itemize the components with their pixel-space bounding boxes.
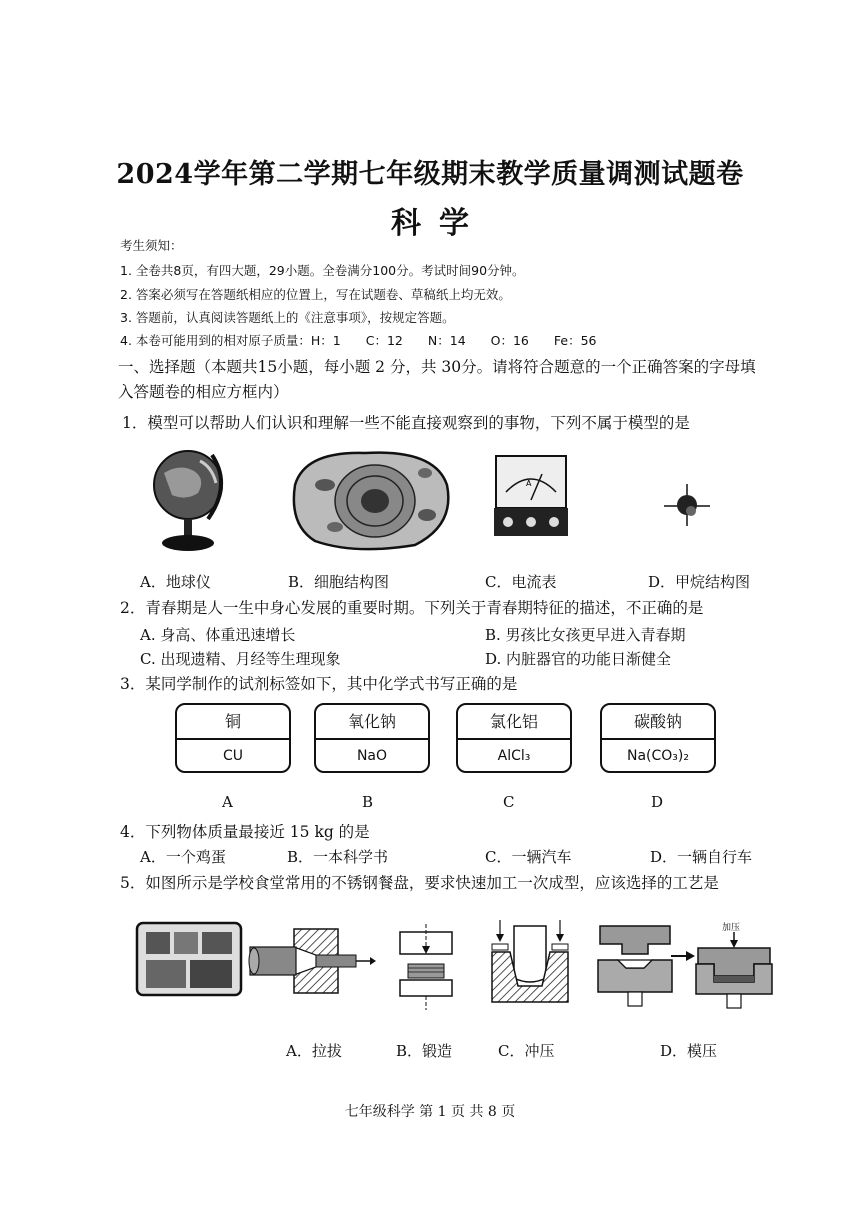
reagent-name: 铜 [177, 705, 289, 740]
q5-option-a: A．拉拔 [286, 1042, 342, 1060]
q2-option-a: A. 身高、体重迅速增长 [140, 626, 296, 644]
section-heading-cont: 入答题卷的相应方框内） [118, 383, 289, 401]
reagent-label-b [314, 703, 430, 773]
question-3-stem: 3．某同学制作的试剂标签如下，其中化学式书写正确的是 [120, 675, 518, 693]
press-label: 加压 [722, 923, 741, 933]
notice-item: 4. 本卷可能用到的相对原子质量：H：1 C：12 N：14 O：16 Fe：56 [120, 333, 597, 348]
drawing-process-diagram [246, 925, 380, 997]
molding-process-diagram-2 [694, 930, 774, 1010]
reagent-name: 氧化钠 [316, 705, 428, 740]
q1-option-d: D．甲烷结构图 [648, 573, 751, 591]
reagent-name: 氯化铝 [458, 705, 570, 740]
q5-option-c: C．冲压 [498, 1042, 555, 1060]
label-letter-b: B [362, 793, 374, 811]
subject-title: 科学 [391, 206, 487, 241]
q4-option-a: A．一个鸡蛋 [140, 848, 226, 866]
reagent-formula: NaO [356, 748, 388, 764]
steel-tray-image [134, 920, 244, 998]
reagent-label-c [456, 703, 572, 773]
ammeter-image [492, 452, 570, 552]
forging-process-diagram [394, 922, 458, 1012]
q4-option-c: C．一辆汽车 [485, 848, 572, 866]
reagent-label-a [175, 703, 291, 773]
methane-model-image [662, 482, 712, 528]
arrow-icon [670, 950, 696, 962]
q1-option-b: B．细胞结构图 [288, 573, 390, 591]
q2-option-d: D. 内脏器官的功能日渐健全 [485, 650, 672, 668]
q2-option-c: C. 出现遗精、月经等生理现象 [140, 650, 341, 668]
q5-option-b: B．锻造 [396, 1042, 453, 1060]
question-2-stem: 2．青春期是人一生中身心发展的重要时期。下列关于青春期特征的描述，不正确的是 [120, 599, 704, 617]
globe-image [150, 443, 230, 553]
notice-item: 2. 答案必须写在答题纸相应的位置上，写在试题卷、草稿纸上均无效。 [120, 287, 511, 302]
stamping-process-diagram [490, 916, 570, 1004]
q1-option-a: A．地球仪 [140, 573, 211, 591]
question-1-stem: 1．模型可以帮助人们认识和理解一些不能直接观察到的事物，下列不属于模型的是 [122, 414, 690, 432]
reagent-formula: Na(CO₃)₂ [627, 748, 689, 764]
notice-item: 1. 全卷共8页，有四大题，29小题。全卷满分100分。考试时间90分钟。 [120, 263, 525, 278]
exam-title: 2024学年第二学期七年级期末教学质量调测试题卷 [116, 159, 744, 190]
label-letter-d: D [651, 793, 664, 811]
svg-text:A: A [526, 479, 532, 488]
reagent-formula: CU [222, 748, 244, 764]
label-letter-a: A [222, 793, 233, 811]
question-4-stem: 4．下列物体质量最接近 15 kg 的是 [120, 823, 370, 841]
reagent-name: 碳酸钠 [602, 705, 714, 740]
q1-option-c: C．电流表 [485, 573, 557, 591]
q4-option-b: B．一本科学书 [287, 848, 389, 866]
question-5-stem: 5．如图所示是学校食堂常用的不锈钢餐盘，要求快速加工一次成型，应该选择的工艺是 [120, 874, 719, 892]
section-heading: 一、选择题（本题共15小题，每小题 2 分，共 30分。请将符合题意的一个正确答案的字母填 [118, 358, 756, 376]
notice-item: 3. 答题前，认真阅读答题纸上的《注意事项》，按规定答题。 [120, 310, 455, 325]
q2-option-b: B. 男孩比女孩更早进入青春期 [485, 626, 686, 644]
notice-heading: 考生须知： [120, 238, 183, 253]
label-letter-c: C [503, 793, 515, 811]
page-footer: 七年级科学 第 1 页 共 8 页 [344, 1104, 516, 1120]
q4-option-d: D．一辆自行车 [650, 848, 753, 866]
q5-option-d: D．模压 [660, 1042, 718, 1060]
molding-process-diagram-1 [596, 922, 674, 1008]
reagent-label-d [600, 703, 716, 773]
reagent-formula: AlCl₃ [497, 748, 531, 764]
cell-structure-image [285, 445, 455, 553]
